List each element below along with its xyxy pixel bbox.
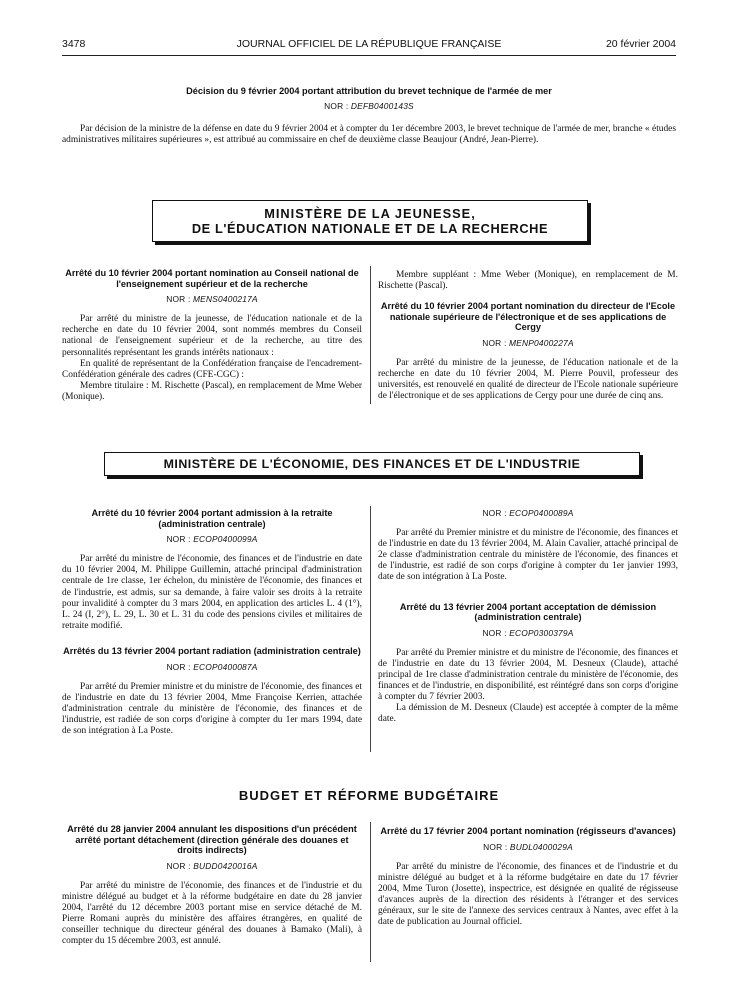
eco-a1-title: Arrêté du 10 février 2004 portant admission à la retraite (administration centrale) — [91, 508, 333, 529]
page-number: 3478 — [62, 38, 86, 50]
education-right-column — [378, 270, 678, 402]
eco-a1-body: Par arrêté du ministre de l'économie, des finances et de l'industrie en date du 10 février 2004, M. Philippe Guillemin, attaché principal d'administration centrale de 1re classe, 1er échelon, du ministère de l'économie, des finances et de l'industrie, est admis, sur sa demande, à faire valoir ses droits à la retraite pour invalidité à compter du 3 mars 2004, en application des articles L. 4 (1°), L. 24 (I, 2°), L. 29, L. 30 et L. 31 du code des pensions civiles et militaires de retraite modifié. — [62, 554, 362, 631]
ministry-education-line2: DE L'ÉDUCATION NATIONALE ET DE LA RECHERCHE — [191, 221, 549, 236]
header-rule — [62, 55, 676, 56]
defense-title: Décision du 9 février 2004 portant attribution du brevet technique de l'armée de mer — [186, 86, 552, 96]
budget-left-column — [62, 824, 362, 947]
edu-right-p1: Par arrêté du ministre de la jeunesse, de l'éducation nationale et de la recherche en date du 10 février 2004, M. Pierre Pouvil, professeur des universités, est renouvelé en qualité de directeur de l'Ecole nationale supérieure de l'électronique et de ses applications de Cergy pour une durée de cinq ans. — [378, 358, 678, 402]
edu-left-title: Arrêté du 10 février 2004 portant nomination au Conseil national de l'enseignement supérieur et de la recherche — [65, 268, 359, 289]
eco-a1-nor: NOR : ECOP0400099A — [166, 534, 258, 545]
ministry-education-line1: MINISTÈRE DE LA JEUNESSE, — [264, 206, 476, 221]
eco-a2-title: Arrêtés du 13 février 2004 portant radiation (administration centrale) — [63, 645, 361, 656]
education-left-column — [62, 268, 362, 403]
bud-left-body: Par arrêté du ministre de l'économie, des finances et de l'industrie et du ministre délégué au budget et à la réforme budgétaire en date du 28 janvier 2004, l'arrêté du 12 décembre 2003 portant mise en service détaché de M. Pierre Romani auprès du ministère des affaires étrangères, en qualité de conseiller technique du directeur général des douanes à Bamako (Mali), à compter du 15 décembre 2003, est annulé. — [62, 880, 362, 947]
budget-section-title: BUDGET ET RÉFORME BUDGÉTAIRE — [238, 788, 500, 803]
bud-right-nor: NOR : BUDL0400029A — [483, 841, 573, 852]
edu-left-nor: NOR : MENS0400217A — [166, 294, 258, 305]
eco-a2-body: Par arrêté du Premier ministre et du ministre de l'économie, des finances et de l'industrie en date du 13 février 2004, Mme Françoise Kerrien, attachée d'administration centrale du ministère de l'économie, des finances et de l'industrie, est radiée de son corps d'origine à compter du 1er mars 1994, date de son intégration à La Poste. — [62, 681, 362, 736]
column-separator — [370, 506, 371, 752]
ministry-economy-label: MINISTÈRE DE L'ÉCONOMIE, DES FINANCES ET DE L'INDUSTRIE — [163, 457, 581, 471]
eco-a2-nor: NOR : ECOP0400087A — [166, 661, 258, 672]
ministry-education-banner — [152, 200, 588, 242]
edu-left-p1: Par arrêté du ministre de la jeunesse, de l'éducation nationale et de la recherche en date du 10 février 2004, sont nommés membres du Conseil national de l'enseignement supérieur et de la recherche, au titre des personnalités représentant les grands intérêts nationaux : — [62, 314, 362, 358]
eco-a3-p1: Par arrêté du Premier ministre et du ministre de l'économie, des finances et de l'industrie en date du 13 février 2004, M. Desneux (Claude), attaché principal de 1re classe d'administration centrale du ministère de l'économie, des finances et de l'industrie, en disponibilité, est réintégré dans son corps d'origine à compter du 7 février 2003. — [378, 647, 678, 703]
defense-body: Par décision de la ministre de la défense en date du 9 février 2004 et à compter du 1er décembre 2003, le brevet technique de l'armée de mer, branche « études administratives militaires supérieures », est attribué au commissaire en chef de deuxième classe Beaujour (André, Jean-Pierre). — [62, 123, 676, 145]
ministry-economy-banner — [104, 452, 640, 476]
budget-right-column — [378, 826, 678, 928]
bud-right-body: Par arrêté du ministre de l'économie, des finances et de l'industrie et du ministre délégué au budget et à la réforme budgétaire en date du 17 février 2004, Mme Turon (Josette), inspectrice, est désignée en qualité de régisseuse d'avances auprès de la direction des résidents à l'étranger et des services généraux, sur le site de l'annexe des services centraux à Nantes, avec effet à la date de publication au Journal officiel. — [378, 861, 678, 928]
issue-date: 20 février 2004 — [605, 38, 676, 50]
defense-nor: NOR : DEFB0400143S — [324, 100, 414, 111]
edu-left-p2: En qualité de représentant de la Confédération française de l'encadrement-Confédération générale des cadres (CFE-CGC) : — [62, 358, 362, 380]
eco-r-nor: NOR : ECOP0400089A — [482, 508, 574, 518]
defense-decision — [62, 86, 676, 146]
bud-right-title: Arrêté du 17 février 2004 portant nomination (régisseurs d'avances) — [380, 826, 676, 836]
edu-left-p3: Membre titulaire : M. Rischette (Pascal), en remplacement de Mme Weber (Monique). — [62, 380, 362, 402]
edu-right-title: Arrêté du 10 février 2004 portant nomination du directeur de l'Ecole nationale supérieure de l'électronique et de ses applications de Cergy — [380, 301, 676, 333]
economy-right-column — [378, 508, 678, 726]
eco-a3-title: Arrêté du 13 février 2004 portant acceptation de démission (administration centrale) — [399, 601, 657, 623]
eco-a3-p2: La démission de M. Desneux (Claude) est acceptée à compter de la même date. — [378, 703, 678, 725]
column-separator — [370, 822, 371, 962]
bud-left-title: Arrêté du 28 janvier 2004 annulant les dispositions d'un précédent arrêté portant détachement (direction générale des douanes et droits indirects) — [67, 824, 357, 856]
economy-left-column — [62, 508, 362, 737]
column-separator — [370, 266, 371, 404]
edu-right-nor: NOR : MENP0400227A — [482, 337, 574, 348]
journal-title: JOURNAL OFFICIEL DE LA RÉPUBLIQUE FRANÇAISE — [236, 38, 502, 50]
bud-left-nor: NOR : BUDD0420016A — [166, 860, 258, 871]
edu-right-p0: Membre suppléant : Mme Weber (Monique), en remplacement de M. Rischette (Pascal). — [378, 270, 678, 292]
page-header — [62, 38, 676, 52]
eco-r-p1: Par arrêté du Premier ministre et du ministre de l'économie, des finances et de l'industrie en date du 13 février 2004, M. Alain Cavalier, attaché principal de 2e classe d'administration centrale du ministère de l'économie, des finances et de l'industrie, est radié de son corps d'origine à compter du 1er janvier 1993, date de son intégration à La Poste. — [378, 528, 678, 583]
eco-a3-nor: NOR : ECOP0300379A — [482, 627, 574, 638]
